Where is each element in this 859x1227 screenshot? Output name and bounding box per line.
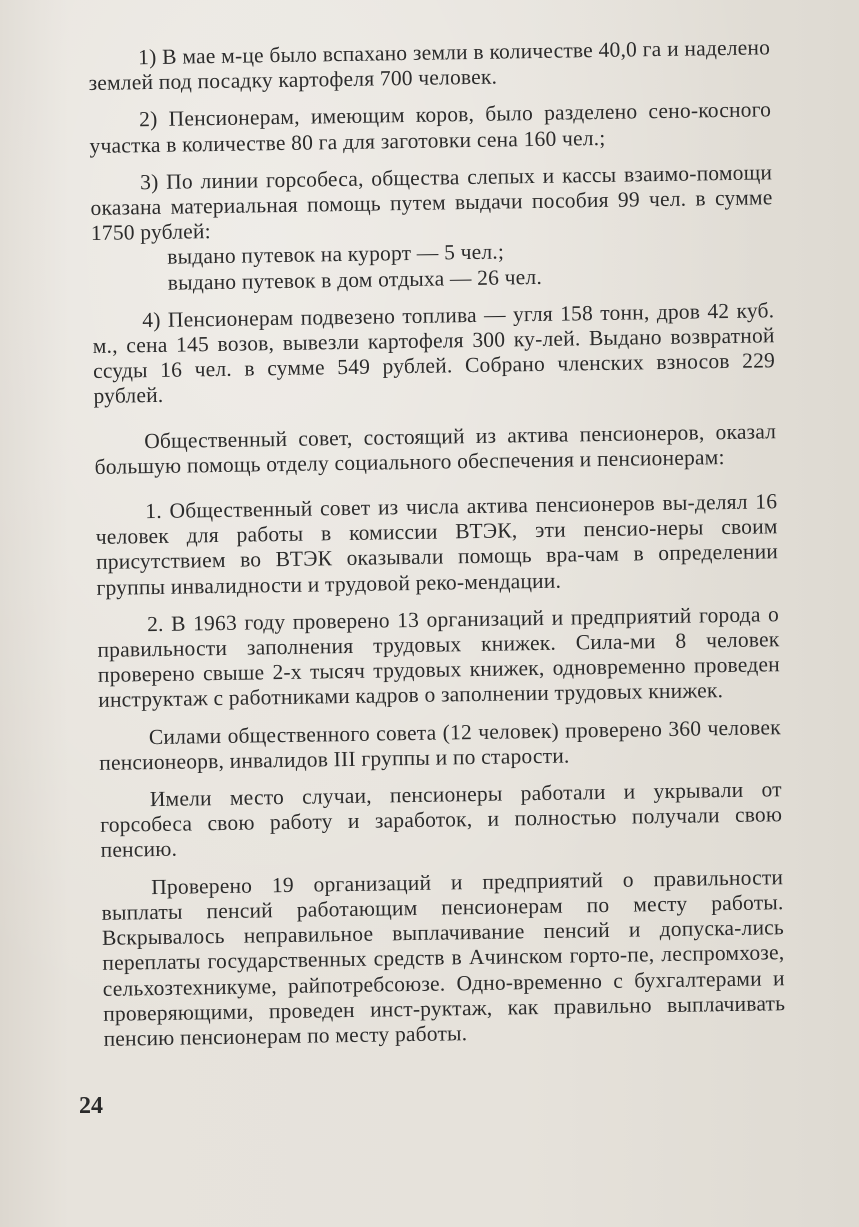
paragraph-council-point-2: 2. В 1963 году проверено 13 организаций и предприятий города о правильности заполнения трудовых книжек. Сила-ми 8 человек проверено свыше 2-х тысяч трудовых книжек, одновременно проведен инструктаж с работниками кадров о заполнении трудовых книжек. xyxy=(97,602,780,713)
paragraph-item-4: 4) Пенсионерам подвезено топлива — угля 158 тонн, дров 42 куб. м., сена 145 возов, вывезли картофеля 300 ку-лей. Выдано возвратной ссуды 16 чел. в сумме 549 рублей. Собрано членских взносов 229 рублей. xyxy=(92,298,776,409)
paragraph-council-point-1: 1. Общественный совет из числа актива пенсионеров вы-делял 16 человек для работы в комиссии ВТЭК, эти пенсио-неры своим присутствием во ВТЭК оказывали помощь вра-чам в определении группы инвалидности и трудовой реко-мендации. xyxy=(95,489,779,600)
paragraph-council-checks: Силами общественного совета (12 человек) проверено 360 человек пенсионеорв, инвалидов III группы и по старости. xyxy=(99,714,781,775)
paragraph-item-3: 3) По линии горсобеса, общества слепых и кассы взаимо-помощи оказана материальная помощь путем выдачи пособия 99 чел. в сумме 1750 рублей: xyxy=(90,160,773,246)
paragraph-item-1: 1) В мае м-це было вспахано земли в количестве 40,0 га и наделено землей под посадку картофеля 700 человек. xyxy=(88,35,771,96)
sub-item-rest-home-vouchers: выдано путевок в дом отдыха — 26 чел. xyxy=(167,264,543,295)
page-number: 24 xyxy=(79,1093,103,1119)
page-text-block xyxy=(88,35,786,1052)
paragraph-item-2: 2) Пенсионерам, имеющим коров, было разделено сено-косного участка в количестве 80 га для заготовки сена 160 чел.; xyxy=(89,97,772,158)
paragraph-pension-audit: Проверено 19 организаций и предприятий о правильности выплаты пенсий работающим пенсионерам по месту работы. Вскрывалось неправильное выплачивание пенсий и допуска-лись переплаты государственных средств в Ачинском горто-пе, леспромхозе, сельхозтехникуме, райпотребсоюзе. Одно-временно с бухгалтерами и проверяющими, проведен инст-руктаж, как правильно выплачивать пенсию пенсионерам по месту работы. xyxy=(101,864,786,1051)
paragraph-hidden-work: Имели место случаи, пенсионеры работали и укрывали от горсобеса свою работу и заработок, и полностью получали свою пенсию. xyxy=(100,777,783,863)
sub-item-resort-vouchers: выдано путевок на курорт — 5 чел.; xyxy=(167,239,505,270)
paragraph-public-council: Общественный совет, состоящий из актива пенсионеров, оказал большую помощь отделу социального обеспечения и пенсионерам: xyxy=(94,418,777,479)
